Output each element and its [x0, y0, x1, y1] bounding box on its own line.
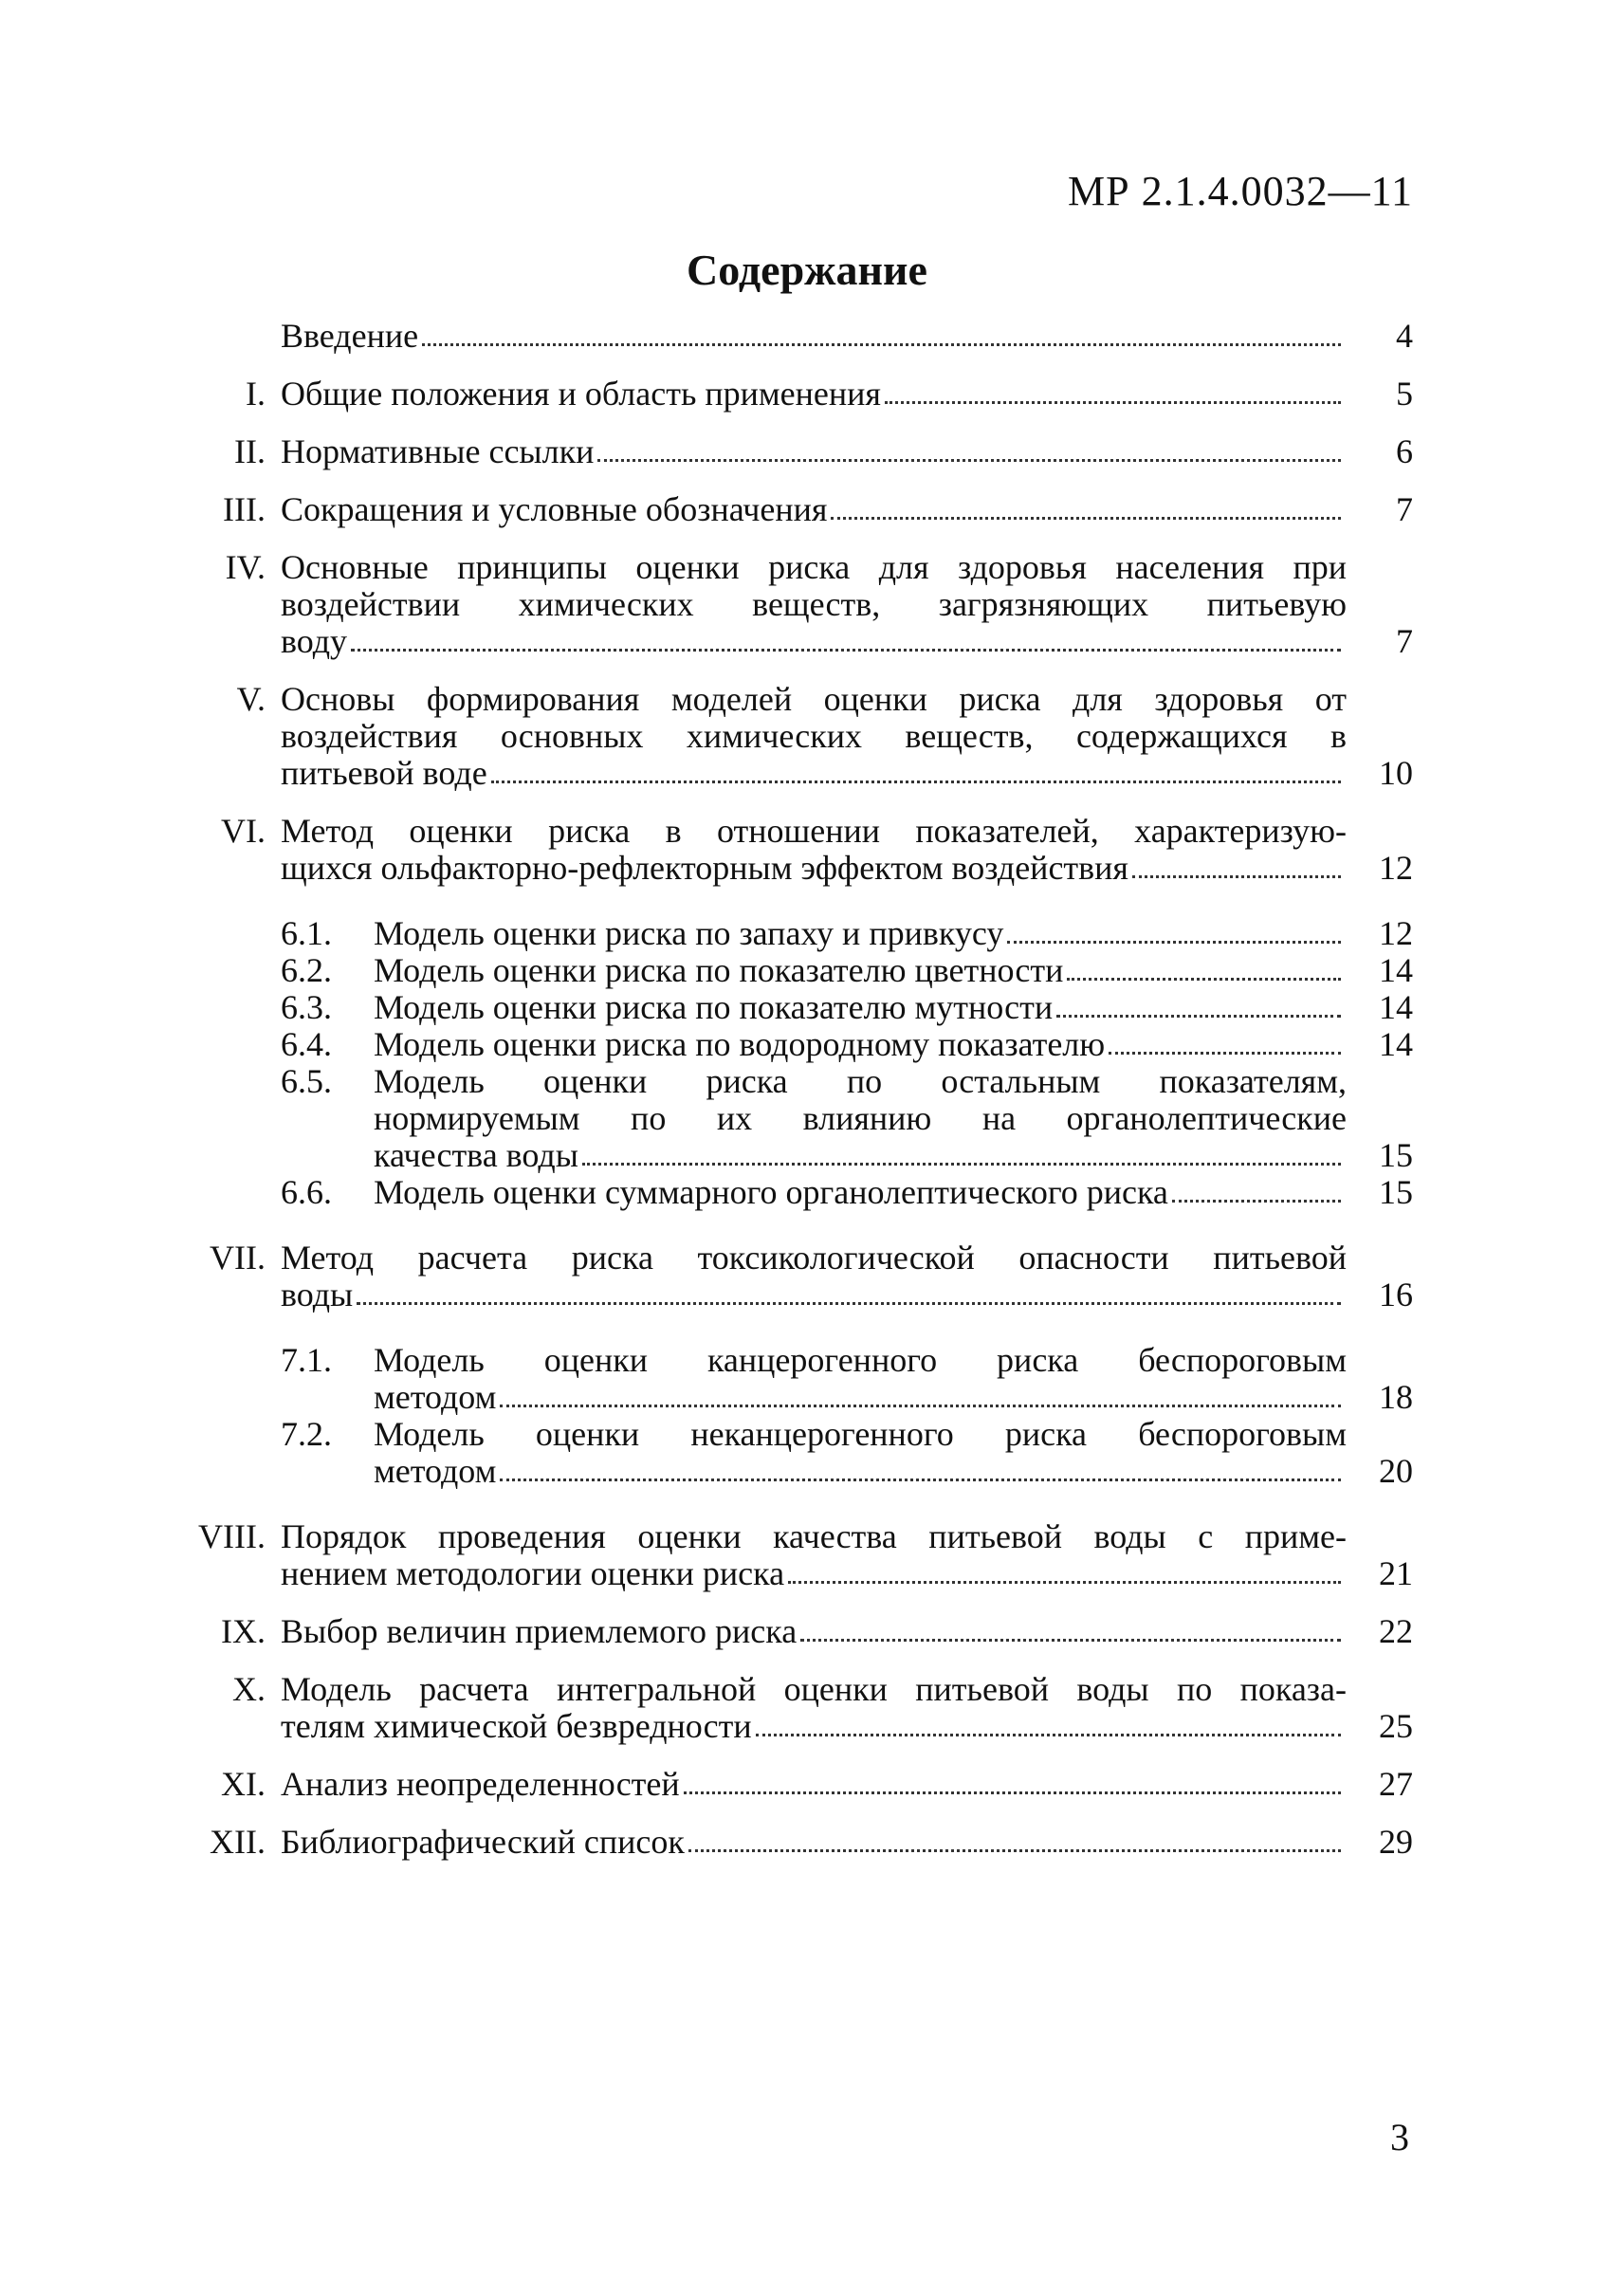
entry-title	[281, 318, 1347, 355]
toc-entry[interactable]	[190, 433, 1413, 470]
toc-line	[190, 813, 1413, 850]
subsection-number: 6.1.	[281, 914, 332, 952]
page-ref: 5	[1396, 375, 1413, 413]
entry-title	[374, 1174, 1347, 1211]
dot-leader	[351, 649, 1341, 652]
toc-line	[190, 433, 1413, 470]
toc-line	[281, 1026, 1413, 1063]
entry-title-text: Модель оценки риска по запаху и привкусу	[374, 914, 1004, 952]
entry-title	[281, 1277, 1347, 1313]
dot-leader	[597, 459, 1341, 462]
dot-leader	[491, 781, 1341, 783]
dot-leader	[1056, 1015, 1341, 1018]
subsection-number: 6.2.	[281, 951, 332, 989]
entry-title	[374, 1100, 1347, 1137]
page-ref: 7	[1396, 490, 1413, 528]
toc-line	[281, 1379, 1413, 1416]
toc-subentry[interactable]	[190, 952, 1413, 989]
page-ref: 18	[1379, 1378, 1413, 1416]
page-ref: 16	[1379, 1276, 1413, 1313]
section-number: VII.	[210, 1239, 266, 1277]
page-ref: 14	[1379, 988, 1413, 1026]
toc-entry[interactable]	[190, 813, 1413, 887]
dot-leader	[582, 1163, 1341, 1166]
page-ref: 22	[1379, 1612, 1413, 1650]
section-number: V.	[236, 680, 266, 718]
toc-line	[281, 1100, 1413, 1137]
entry-title	[374, 1379, 1347, 1416]
entry-title-text: Метод расчета риска токсикологической опасности питьевой	[281, 1239, 1347, 1277]
toc-subentry[interactable]	[190, 1416, 1413, 1490]
entry-title	[281, 623, 1347, 660]
dot-leader	[1109, 1052, 1341, 1055]
page-ref: 7	[1396, 622, 1413, 660]
toc-line	[190, 1555, 1413, 1592]
dot-leader	[800, 1639, 1341, 1642]
page-ref: 12	[1379, 914, 1413, 952]
entry-title-text: Введение	[281, 317, 419, 355]
toc-line	[281, 1063, 1413, 1100]
entry-title-text: воду	[281, 622, 348, 660]
toc-subentry[interactable]	[190, 1174, 1413, 1211]
dot-leader	[500, 1479, 1341, 1481]
entry-title-text: Основные принципы оценки риска для здоровья населения при	[281, 548, 1347, 586]
toc-line	[281, 1174, 1413, 1211]
subsection-number: 6.3.	[281, 988, 332, 1026]
entry-title-text: Модель оценки риска по показателю мутности	[374, 988, 1054, 1026]
toc-line	[190, 549, 1413, 586]
page-ref: 27	[1379, 1765, 1413, 1803]
entry-title	[281, 813, 1347, 850]
toc-line	[190, 376, 1413, 413]
section-number: XII.	[210, 1823, 266, 1861]
toc-subentry[interactable]	[190, 915, 1413, 952]
entry-title-text: воды	[281, 1276, 354, 1313]
entry-title-text: методом	[374, 1452, 497, 1490]
entry-title-text: Модель расчета интегральной оценки питьевой воды по показа-	[281, 1670, 1347, 1708]
entry-title-text: телям химической безвредности	[281, 1707, 752, 1745]
dot-leader	[684, 1791, 1341, 1794]
page-ref: 14	[1379, 951, 1413, 989]
entry-title-text: воздействии химических веществ, загрязняющих питьевую	[281, 585, 1347, 623]
page-ref: 20	[1379, 1452, 1413, 1490]
entry-title	[374, 1453, 1347, 1490]
toc-subentry[interactable]	[190, 1063, 1413, 1174]
entry-title	[281, 1613, 1347, 1650]
entry-title	[374, 1137, 1347, 1174]
toc-line	[281, 989, 1413, 1026]
toc-line	[190, 1613, 1413, 1650]
entry-title	[374, 989, 1347, 1026]
toc-entry[interactable]	[190, 1766, 1413, 1803]
toc-entry[interactable]	[190, 681, 1413, 792]
entry-title	[374, 1416, 1347, 1453]
dot-leader	[788, 1581, 1341, 1584]
entry-title-text: Модель оценки риска по остальным показателям,	[374, 1062, 1347, 1100]
dot-leader	[885, 401, 1341, 404]
entry-title	[281, 1518, 1347, 1555]
entry-title	[281, 681, 1347, 718]
entry-title-text: Модель оценки неканцерогенного риска беспороговым	[374, 1415, 1347, 1453]
entry-title-text: методом	[374, 1378, 497, 1416]
entry-title-text: питьевой воде	[281, 754, 487, 792]
toc-line	[281, 915, 1413, 952]
section-number: IV.	[225, 548, 266, 586]
toc-line	[190, 1824, 1413, 1861]
section-number: VIII.	[198, 1517, 266, 1555]
toc-line	[190, 623, 1413, 660]
toc-entry[interactable]	[190, 1671, 1413, 1745]
section-number: II.	[234, 432, 266, 470]
entry-title	[281, 755, 1347, 792]
toc-subentry[interactable]	[190, 1342, 1413, 1416]
dot-leader	[831, 517, 1341, 520]
section-number: XI.	[221, 1765, 266, 1803]
toc-entry[interactable]	[190, 1613, 1413, 1650]
subsection-number: 6.4.	[281, 1025, 332, 1063]
toc-line	[190, 681, 1413, 718]
toc-line	[190, 850, 1413, 887]
entry-title-text: Модель оценки риска по показателю цветности	[374, 951, 1064, 989]
dot-leader	[357, 1302, 1341, 1305]
subsection-number: 7.2.	[281, 1415, 332, 1453]
entry-title	[374, 915, 1347, 952]
entry-title	[281, 491, 1347, 528]
entry-title-text: щихся ольфакторно-рефлекторным эффектом воздействия	[281, 849, 1128, 887]
entry-title	[374, 1063, 1347, 1100]
entry-title-text: Модель оценки риска по водородному показателю	[374, 1025, 1106, 1063]
entry-title	[281, 1240, 1347, 1277]
table-of-contents	[190, 318, 1413, 1861]
section-number: I.	[246, 375, 266, 413]
subsection-number: 7.1.	[281, 1341, 332, 1379]
toc-entry[interactable]	[190, 376, 1413, 413]
entry-title	[374, 1342, 1347, 1379]
entry-title-text: Основы формирования моделей оценки риска для здоровья от	[281, 680, 1347, 718]
entry-title-text: качества воды	[374, 1136, 578, 1174]
toc-entry[interactable]	[190, 549, 1413, 660]
page-ref: 15	[1379, 1173, 1413, 1211]
toc-entry[interactable]	[190, 1824, 1413, 1861]
entry-title-text: Общие положения и область применения	[281, 375, 881, 413]
entry-title-text: Сокращения и условные обозначения	[281, 490, 828, 528]
toc-line	[190, 1518, 1413, 1555]
subsection-number: 6.6.	[281, 1173, 332, 1211]
entry-title-text: Нормативные ссылки	[281, 432, 595, 470]
toc-line	[190, 1671, 1413, 1708]
section-number: X.	[232, 1670, 266, 1708]
entry-title-text: Анализ неопределенностей	[281, 1765, 680, 1803]
entry-title	[281, 376, 1347, 413]
toc-line	[281, 1137, 1413, 1174]
page-ref: 4	[1396, 317, 1413, 355]
entry-title-text: Порядок проведения оценки качества питьевой воды с приме-	[281, 1517, 1347, 1555]
entry-title-text: Библиографический список	[281, 1823, 685, 1861]
page-number: 3	[1390, 2116, 1409, 2158]
entry-title-text: воздействия основных химических веществ, содержащихся в	[281, 717, 1347, 755]
toc-entry[interactable]	[190, 1240, 1413, 1313]
toc-line	[190, 755, 1413, 792]
dot-leader	[1007, 941, 1341, 944]
dot-leader	[756, 1734, 1341, 1736]
toc-line	[281, 1453, 1413, 1490]
toc-line	[190, 718, 1413, 755]
entry-title	[281, 1708, 1347, 1745]
toc-line	[281, 1416, 1413, 1453]
toc-line	[281, 952, 1413, 989]
toc-line	[190, 1277, 1413, 1313]
toc-line	[281, 1342, 1413, 1379]
entry-title-text: нормируемым по их влиянию на органолептические	[374, 1099, 1347, 1137]
dot-leader	[688, 1849, 1341, 1852]
toc-subentry[interactable]	[190, 989, 1413, 1026]
section-number: VI.	[221, 812, 266, 850]
section-number: IX.	[221, 1612, 266, 1650]
entry-title	[374, 952, 1347, 989]
page-ref: 10	[1379, 754, 1413, 792]
toc-entry[interactable]	[190, 318, 1413, 355]
dot-leader	[1172, 1200, 1341, 1203]
subsection-number: 6.5.	[281, 1062, 332, 1100]
toc-subentry[interactable]	[190, 1026, 1413, 1063]
entry-title-text: Модель оценки суммарного органолептического риска	[374, 1173, 1168, 1211]
toc-line	[190, 1240, 1413, 1277]
entry-title	[281, 850, 1347, 887]
page-ref: 25	[1379, 1707, 1413, 1745]
entry-title	[281, 433, 1347, 470]
page-title: Содержание	[687, 246, 927, 294]
page-ref: 21	[1379, 1554, 1413, 1592]
entry-title	[281, 549, 1347, 586]
page-ref: 12	[1379, 849, 1413, 887]
entry-title-text: нением методологии оценки риска	[281, 1554, 785, 1592]
document-code: МР 2.1.4.0032—11	[1068, 168, 1413, 214]
entry-title-text: Модель оценки канцерогенного риска беспороговым	[374, 1341, 1347, 1379]
page-ref: 14	[1379, 1025, 1413, 1063]
dot-leader	[422, 343, 1341, 346]
toc-line	[190, 586, 1413, 623]
entry-title	[281, 1555, 1347, 1592]
entry-title	[281, 586, 1347, 623]
entry-title-text: Метод оценки риска в отношении показателей, характеризую-	[281, 812, 1347, 850]
entry-title	[281, 718, 1347, 755]
toc-line	[190, 1708, 1413, 1745]
toc-line	[190, 491, 1413, 528]
page-ref: 6	[1396, 432, 1413, 470]
toc-entry[interactable]	[190, 491, 1413, 528]
dot-leader	[1132, 875, 1341, 878]
entry-title	[281, 1766, 1347, 1803]
toc-line	[190, 1766, 1413, 1803]
page-ref: 15	[1379, 1136, 1413, 1174]
dot-leader	[1067, 978, 1341, 981]
dot-leader	[500, 1405, 1341, 1407]
page-ref: 29	[1379, 1823, 1413, 1861]
section-number: III.	[223, 490, 266, 528]
entry-title	[281, 1671, 1347, 1708]
toc-entry[interactable]	[190, 1518, 1413, 1592]
entry-title	[281, 1824, 1347, 1861]
toc-line	[190, 318, 1413, 355]
entry-title	[374, 1026, 1347, 1063]
entry-title-text: Выбор величин приемлемого риска	[281, 1612, 798, 1650]
